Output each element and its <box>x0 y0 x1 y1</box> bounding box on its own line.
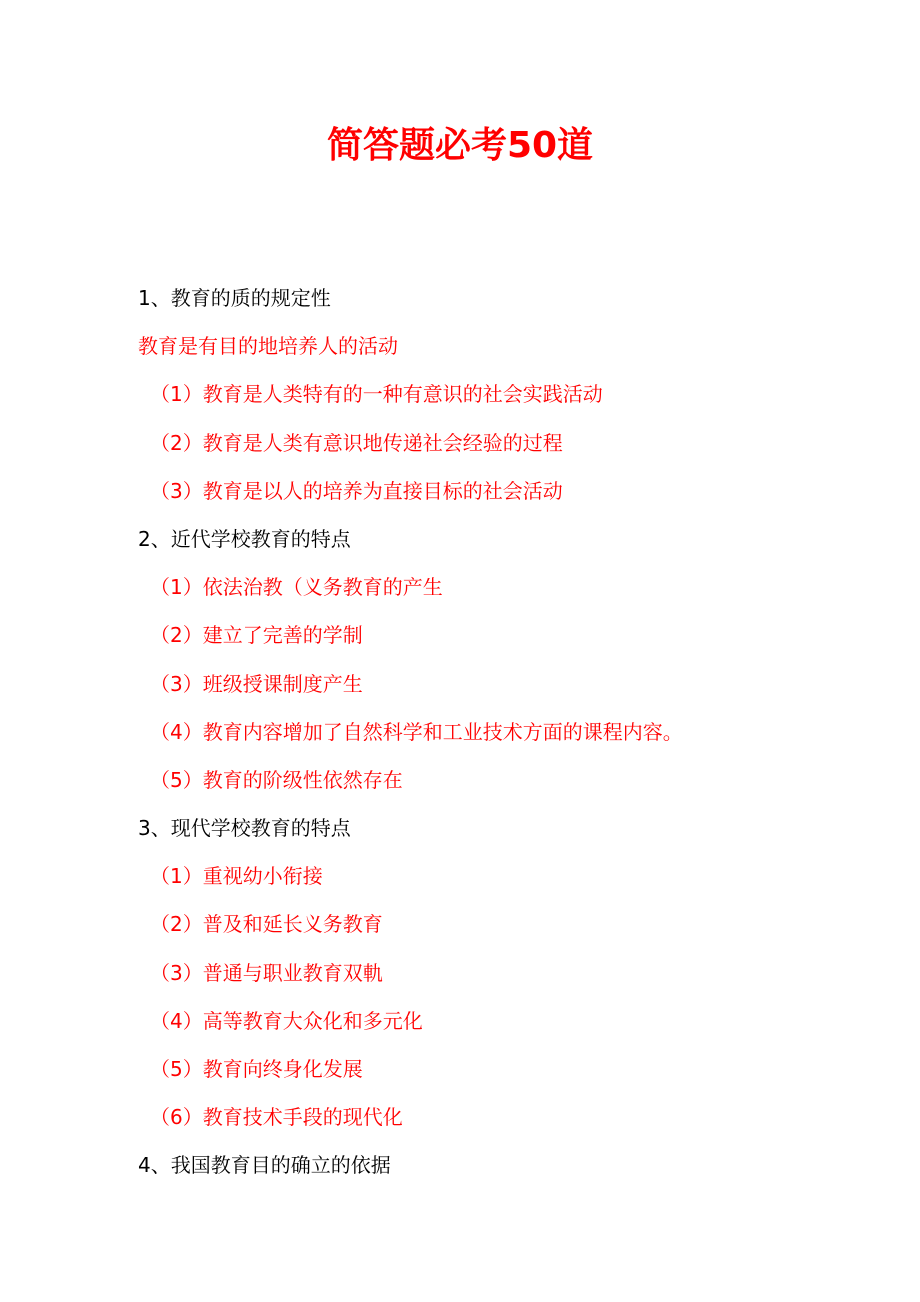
answer-point-2-3: （3）班级授课制度产生 <box>150 671 363 696</box>
question-heading-2: 2、近代学校教育的特点 <box>138 526 351 551</box>
answer-point-1-1: （1）教育是人类特有的一种有意识的社会实践活动 <box>150 382 603 407</box>
answer-point-1-2: （2）教育是人类有意识地传递社会经验的过程 <box>150 430 563 455</box>
answer-point-2-2: （2）建立了完善的学制 <box>150 623 363 648</box>
answer-point-1-3: （3）教育是以人的培养为直接目标的社会活动 <box>150 478 563 503</box>
answer-point-2-1: （1）依法治教（义务教育的产生 <box>150 575 443 600</box>
answer-point-2-5: （5）教育的阶级性依然存在 <box>150 767 403 792</box>
question-heading-3: 3、现代学校教育的特点 <box>138 816 351 841</box>
answer-point-3-5: （5）教育向终身化发展 <box>150 1057 363 1081</box>
question-heading-4: 4、我国教育目的确立的依据 <box>138 1153 391 1178</box>
answer-point-3-6: （6）教育技术手段的现代化 <box>150 1105 403 1130</box>
answer-point-3-4: （4）高等教育大众化和多元化 <box>150 1008 423 1033</box>
answer-point-3-3: （3）普通与职业教育双軌 <box>150 960 383 985</box>
question-heading-1: 1、教育的质的规定性 <box>138 286 331 310</box>
page-title: 简答题必考50道 <box>326 125 594 166</box>
answer-summary-1: 教育是有目的地培养人的活动 <box>138 334 398 359</box>
answer-point-3-1: （1）重视幼小衔接 <box>150 864 323 889</box>
question-list <box>138 282 858 1198</box>
answer-point-2-4: （4）教育内容增加了自然科学和工业技术方面的课程内容。 <box>150 719 683 744</box>
answer-point-3-2: （2）普及和延长义务教育 <box>150 912 383 937</box>
